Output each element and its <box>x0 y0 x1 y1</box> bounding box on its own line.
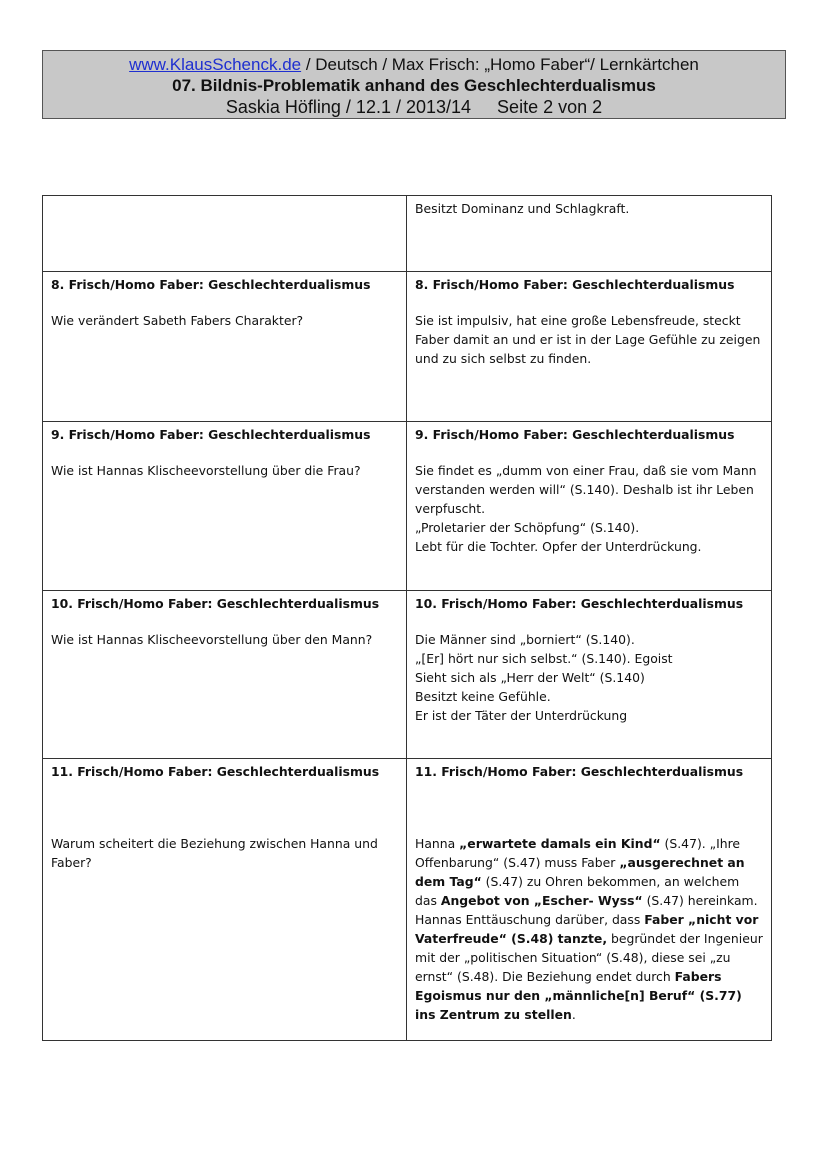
answer-segment: Hanna <box>415 836 460 851</box>
card-title: 10. Frisch/Homo Faber: Geschlechterdualismus <box>51 596 380 611</box>
answer-emphasis: „erwartete damals ein Kind“ <box>459 836 661 851</box>
answer-line: „Proletarier der Schöpfung“ (S.140). <box>415 520 640 535</box>
question-text: Wie ist Hannas Klischeevorstellung über die Frau? <box>51 463 361 478</box>
answer-line: Er ist der Täter der Unterdrückung <box>415 708 628 723</box>
card-title: 8. Frisch/Homo Faber: Geschlechterdualismus <box>51 277 371 292</box>
card-title: 9. Frisch/Homo Faber: Geschlechterdualismus <box>51 427 371 442</box>
question-cell <box>43 272 407 422</box>
answer-line: Die Männer sind „borniert“ (S.140). <box>415 632 635 647</box>
question-text: Warum scheitert die Beziehung zwischen Hanna und Faber? <box>51 836 378 870</box>
answer-line: Sieht sich als „Herr der Welt“ (S.140) <box>415 670 645 685</box>
header-line-source <box>43 54 785 75</box>
question-text: Wie verändert Sabeth Fabers Charakter? <box>51 313 304 328</box>
answer-text <box>415 630 763 725</box>
website-link[interactable]: www.KlausSchenck.de <box>129 55 302 74</box>
page-info: Seite 2 von 2 <box>497 97 603 117</box>
answer-segment: begründet der Ingenieur mit der „politischen Situation“ (S.48), diese sei „zu ernst“ (S.48). Die Beziehung endet durch <box>415 931 763 984</box>
answer-segment: (S.47). „Ihre Offenbarung“ (S.47) muss Faber <box>415 836 741 870</box>
answer-segment: . <box>571 1007 576 1022</box>
document-header <box>42 50 786 119</box>
answer-cell <box>407 591 772 759</box>
answer-line: Sie findet es „dumm von einer Frau, daß sie vom Mann verstanden werden will“ (S.140). Deshalb ist ihr Leben verpfuscht. <box>415 463 757 516</box>
card-title: 10. Frisch/Homo Faber: Geschlechterdualismus <box>415 596 744 611</box>
answer-text: Besitzt Dominanz und Schlagkraft. <box>415 201 630 216</box>
answer-cell <box>407 272 772 422</box>
table-row <box>43 759 772 1041</box>
answer-line: Besitzt keine Gefühle. <box>415 689 551 704</box>
card-title: 8. Frisch/Homo Faber: Geschlechterdualismus <box>415 277 735 292</box>
answer-cell <box>407 196 772 272</box>
table-row <box>43 272 772 422</box>
table-row <box>43 422 772 591</box>
answer-line: „[Er] hört nur sich selbst.“ (S.140). Egoist <box>415 651 673 666</box>
answer-segment: (S.47) hereinkam. Hannas Enttäuschung darüber, dass <box>415 893 758 927</box>
answer-segment: (S.47) zu Ohren bekommen, an welchem das <box>415 874 740 908</box>
card-title: 11. Frisch/Homo Faber: Geschlechterdualismus <box>51 764 380 779</box>
answer-cell <box>407 422 772 591</box>
answer-emphasis: Angebot von „Escher- Wyss“ <box>440 893 643 908</box>
header-source-text: / Deutsch / Max Frisch: „Homo Faber“/ Lernkärtchen <box>301 55 699 74</box>
answer-emphasis: Faber „nicht vor Vaterfreude“ (S.48) tanzte, <box>415 912 759 946</box>
header-topic: 07. Bildnis-Problematik anhand des Geschlechterdualismus <box>172 76 656 95</box>
question-cell <box>43 422 407 591</box>
flashcard-table <box>42 195 772 1041</box>
header-author-line <box>43 96 785 118</box>
question-cell <box>43 591 407 759</box>
card-title: 9. Frisch/Homo Faber: Geschlechterdualismus <box>415 427 735 442</box>
question-text: Wie ist Hannas Klischeevorstellung über den Mann? <box>51 632 373 647</box>
table-row <box>43 196 772 272</box>
answer-text <box>415 461 763 556</box>
question-cell <box>43 759 407 1041</box>
author-info: Saskia Höfling / 12.1 / 2013/14 <box>225 97 472 117</box>
card-title: 11. Frisch/Homo Faber: Geschlechterdualismus <box>415 764 744 779</box>
table-row <box>43 591 772 759</box>
answer-line: Lebt für die Tochter. Opfer der Unterdrückung. <box>415 539 702 554</box>
answer-text <box>415 834 763 1024</box>
answer-emphasis: Fabers Egoismus nur den „männliche[n] Beruf“ (S.77) ins Zentrum zu stellen <box>415 969 742 1022</box>
question-cell <box>43 196 407 272</box>
answer-text: Sie ist impulsiv, hat eine große Lebensfreude, steckt Faber damit an und er ist in der Lage Gefühle zu zeigen und zu sich selbst zu finden. <box>415 313 761 366</box>
answer-emphasis: „ausgerechnet an dem Tag“ <box>415 855 745 889</box>
answer-cell <box>407 759 772 1041</box>
